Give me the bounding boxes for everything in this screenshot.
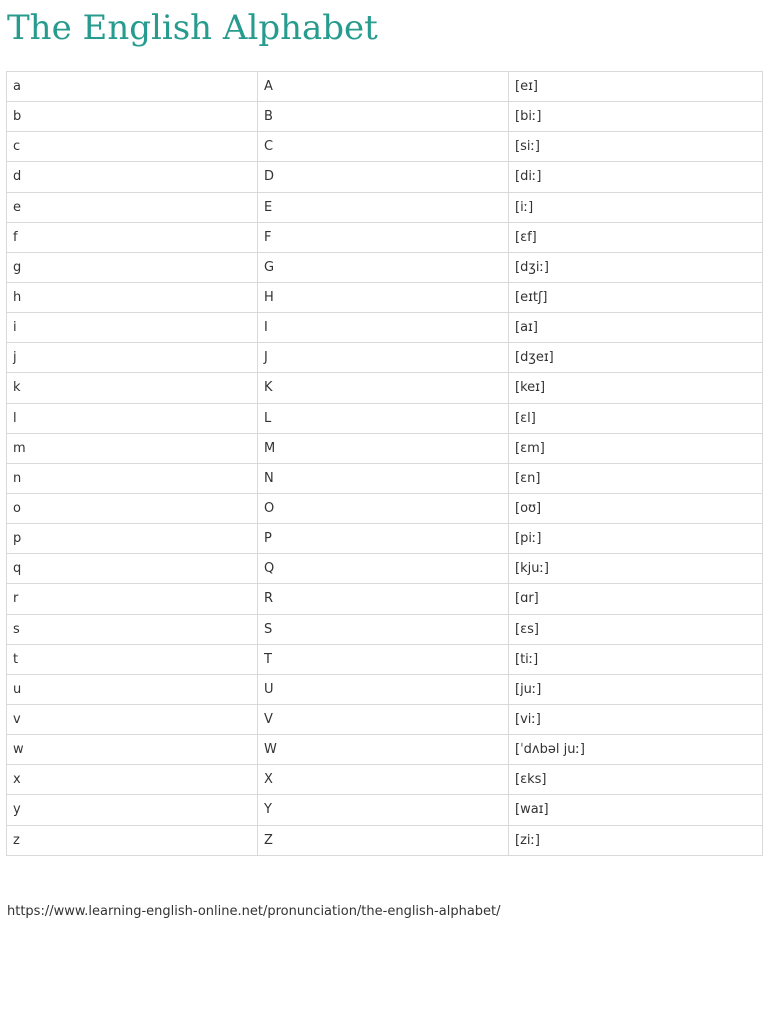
table-row	[7, 313, 763, 343]
uppercase-letter-cell: Q	[258, 554, 509, 584]
pronunciation-cell: [ziː]	[509, 825, 763, 855]
table-row	[7, 704, 763, 734]
table-row	[7, 524, 763, 554]
lowercase-letter-cell: c	[7, 132, 258, 162]
lowercase-letter-cell: v	[7, 704, 258, 734]
pronunciation-cell: [ɛs]	[509, 614, 763, 644]
pronunciation-cell: [ɑr]	[509, 584, 763, 614]
uppercase-letter-cell: Z	[258, 825, 509, 855]
uppercase-letter-cell: M	[258, 433, 509, 463]
lowercase-letter-cell: r	[7, 584, 258, 614]
pronunciation-cell: [ˈdʌbəl juː]	[509, 735, 763, 765]
pronunciation-cell: [ɛf]	[509, 222, 763, 252]
lowercase-letter-cell: k	[7, 373, 258, 403]
pronunciation-cell: [keɪ]	[509, 373, 763, 403]
pronunciation-cell: [juː]	[509, 674, 763, 704]
uppercase-letter-cell: A	[258, 72, 509, 102]
uppercase-letter-cell: T	[258, 644, 509, 674]
lowercase-letter-cell: h	[7, 282, 258, 312]
lowercase-letter-cell: t	[7, 644, 258, 674]
uppercase-letter-cell: U	[258, 674, 509, 704]
table-row	[7, 132, 763, 162]
uppercase-letter-cell: P	[258, 524, 509, 554]
uppercase-letter-cell: R	[258, 584, 509, 614]
table-row	[7, 433, 763, 463]
table-row	[7, 252, 763, 282]
table-row	[7, 493, 763, 523]
table-row	[7, 72, 763, 102]
lowercase-letter-cell: d	[7, 162, 258, 192]
table-row	[7, 192, 763, 222]
pronunciation-cell: [diː]	[509, 162, 763, 192]
table-row	[7, 222, 763, 252]
table-row	[7, 282, 763, 312]
table-row	[7, 373, 763, 403]
lowercase-letter-cell: f	[7, 222, 258, 252]
uppercase-letter-cell: O	[258, 493, 509, 523]
table-row	[7, 825, 763, 855]
uppercase-letter-cell: F	[258, 222, 509, 252]
uppercase-letter-cell: D	[258, 162, 509, 192]
uppercase-letter-cell: L	[258, 403, 509, 433]
pronunciation-cell: [ɛn]	[509, 463, 763, 493]
lowercase-letter-cell: u	[7, 674, 258, 704]
pronunciation-cell: [eɪtʃ]	[509, 282, 763, 312]
lowercase-letter-cell: z	[7, 825, 258, 855]
uppercase-letter-cell: W	[258, 735, 509, 765]
table-row	[7, 735, 763, 765]
table-row	[7, 795, 763, 825]
uppercase-letter-cell: G	[258, 252, 509, 282]
source-url: https://www.learning-english-online.net/pronunciation/the-english-alphabet/	[7, 904, 501, 919]
pronunciation-cell: [viː]	[509, 704, 763, 734]
lowercase-letter-cell: g	[7, 252, 258, 282]
pronunciation-cell: [aɪ]	[509, 313, 763, 343]
pronunciation-cell: [dʒiː]	[509, 252, 763, 282]
alphabet-table-body	[7, 72, 763, 856]
lowercase-letter-cell: x	[7, 765, 258, 795]
pronunciation-cell: [piː]	[509, 524, 763, 554]
pronunciation-cell: [ɛl]	[509, 403, 763, 433]
lowercase-letter-cell: o	[7, 493, 258, 523]
table-row	[7, 554, 763, 584]
pronunciation-cell: [dʒeɪ]	[509, 343, 763, 373]
lowercase-letter-cell: i	[7, 313, 258, 343]
uppercase-letter-cell: K	[258, 373, 509, 403]
lowercase-letter-cell: q	[7, 554, 258, 584]
table-row	[7, 584, 763, 614]
lowercase-letter-cell: w	[7, 735, 258, 765]
uppercase-letter-cell: C	[258, 132, 509, 162]
page-title: The English Alphabet	[7, 8, 378, 48]
pronunciation-cell: [oʊ]	[509, 493, 763, 523]
lowercase-letter-cell: b	[7, 102, 258, 132]
lowercase-letter-cell: m	[7, 433, 258, 463]
uppercase-letter-cell: Y	[258, 795, 509, 825]
table-row	[7, 463, 763, 493]
alphabet-table	[6, 71, 763, 856]
pronunciation-cell: [iː]	[509, 192, 763, 222]
pronunciation-cell: [kjuː]	[509, 554, 763, 584]
uppercase-letter-cell: N	[258, 463, 509, 493]
uppercase-letter-cell: B	[258, 102, 509, 132]
pronunciation-cell: [tiː]	[509, 644, 763, 674]
uppercase-letter-cell: X	[258, 765, 509, 795]
pronunciation-cell: [ɛm]	[509, 433, 763, 463]
lowercase-letter-cell: e	[7, 192, 258, 222]
lowercase-letter-cell: a	[7, 72, 258, 102]
uppercase-letter-cell: I	[258, 313, 509, 343]
uppercase-letter-cell: E	[258, 192, 509, 222]
table-row	[7, 674, 763, 704]
table-row	[7, 162, 763, 192]
table-row	[7, 644, 763, 674]
table-row	[7, 614, 763, 644]
uppercase-letter-cell: J	[258, 343, 509, 373]
lowercase-letter-cell: n	[7, 463, 258, 493]
lowercase-letter-cell: s	[7, 614, 258, 644]
pronunciation-cell: [eɪ]	[509, 72, 763, 102]
lowercase-letter-cell: p	[7, 524, 258, 554]
pronunciation-cell: [biː]	[509, 102, 763, 132]
uppercase-letter-cell: V	[258, 704, 509, 734]
table-row	[7, 102, 763, 132]
table-row	[7, 765, 763, 795]
uppercase-letter-cell: H	[258, 282, 509, 312]
pronunciation-cell: [ɛks]	[509, 765, 763, 795]
lowercase-letter-cell: j	[7, 343, 258, 373]
lowercase-letter-cell: y	[7, 795, 258, 825]
pronunciation-cell: [siː]	[509, 132, 763, 162]
lowercase-letter-cell: l	[7, 403, 258, 433]
table-row	[7, 403, 763, 433]
table-row	[7, 343, 763, 373]
uppercase-letter-cell: S	[258, 614, 509, 644]
pronunciation-cell: [waɪ]	[509, 795, 763, 825]
